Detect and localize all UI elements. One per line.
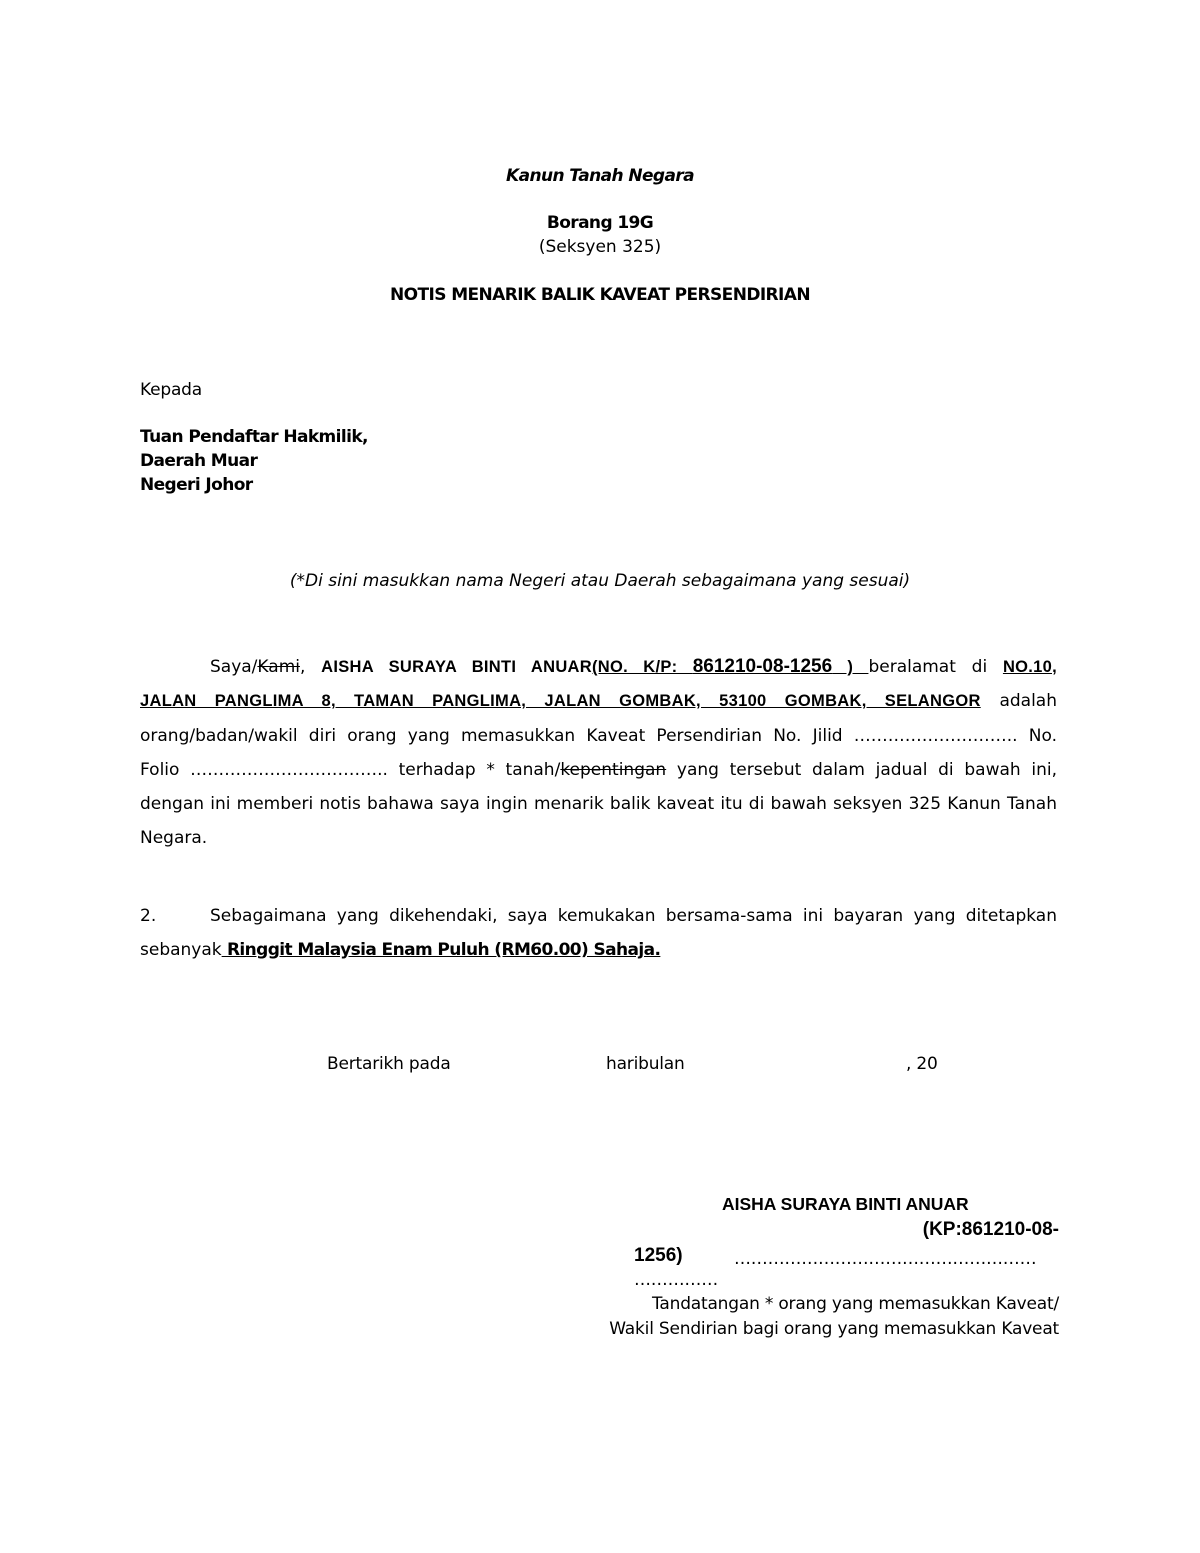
recipient-line-1: Tuan Pendaftar Hakmilik, [140, 427, 368, 447]
recipient-line-3: Negeri Johor [140, 475, 253, 495]
salutation: Kepada [140, 380, 202, 400]
signature-dots-line-1: ……………………………………………… [734, 1249, 1037, 1269]
paragraph-1-line-2 [140, 684, 1057, 718]
ic-open: (NO. K/P: [591, 658, 693, 676]
signatory-name: AISHA SURAYA BINTI ANUAR [722, 1194, 969, 1214]
folio-end: yang tersebut dalam jadual di bawah ini, [666, 759, 1057, 780]
paragraph-2-text: Sebagaimana yang dikehendaki, saya kemukakan bersama-sama ini bayaran yang ditetapkan [210, 906, 1057, 926]
kami-struck-text: Kami [257, 657, 300, 677]
recipient-block [140, 425, 368, 497]
comma-text: , [299, 657, 306, 677]
bertarikh-label: Bertarikh pada [327, 1054, 451, 1074]
year-label: , 20 [906, 1054, 938, 1074]
paragraph-1-line-1 [140, 650, 1057, 684]
notice-title: NOTIS MENARIK BALIK KAVEAT PERSENDIRIAN [390, 285, 810, 305]
paragraph-1-line-3: orang/badan/wakil diri orang yang memasukkan Kaveat Persendirian No. Jilid ……………………….. No. [140, 725, 1057, 746]
paragraph-1-line-6: Negara. [140, 828, 208, 849]
act-title: Kanun Tanah Negara [506, 166, 694, 186]
saya-text: Saya/ [210, 657, 258, 677]
folio-start: Folio …………………………….. terhadap * tanah/ [140, 759, 561, 780]
haribulan-label: haribulan [606, 1054, 685, 1074]
payment-amount: Ringgit Malaysia Enam Puluh (RM60.00) Sahaja. [221, 940, 661, 961]
beralamat-text: beralamat di [868, 657, 988, 677]
paragraph-2 [140, 899, 1057, 968]
paragraph-2-line-1 [140, 899, 1057, 933]
paragraph-1-line-5: dengan ini memberi notis bahawa saya ingin menarik balik kaveat itu di bawah seksyen 325 Kanun Tanah [140, 794, 1057, 815]
section-reference: (Seksyen 325) [538, 237, 662, 257]
address-rest: JALAN PANGLIMA 8, TAMAN PANGLIMA, JALAN GOMBAK, 53100 GOMBAK, SELANGOR [140, 692, 981, 711]
form-name: Borang 19G [546, 213, 654, 233]
ic-close: ) [832, 658, 869, 676]
paragraph-1 [140, 650, 1057, 856]
paragraph-1-line-4 [140, 753, 1057, 787]
kepentingan-struck-text: kepentingan [560, 759, 667, 780]
instruction-note: (*Di sini masukkan nama Negeri atau Daerah sebagaimana yang sesuai) [289, 571, 911, 591]
recipient-line-2: Daerah Muar [140, 451, 258, 471]
signature-dots-line-2: …………… [634, 1270, 719, 1290]
ic-number: 861210-08-1256 [692, 656, 833, 677]
paragraph-2-number: 2. [140, 906, 157, 926]
applicant-name: AISHA SURAYA BINTI ANUAR [321, 658, 592, 676]
paragraph-2-line-2 [140, 933, 1057, 967]
signature-caption-2: Wakil Sendirian bagi orang yang memasukkan Kaveat [609, 1319, 1059, 1339]
adalah-text: adalah [999, 691, 1057, 712]
signature-caption-1: Tandatangan * orang yang memasukkan Kaveat/ [652, 1294, 1059, 1314]
signatory-ic-part-2: 1256) [634, 1245, 683, 1266]
sebanyak-text: sebanyak [140, 940, 222, 961]
address-start: NO.10, [1002, 658, 1058, 676]
signatory-ic-part-1: (KP:861210-08- [922, 1219, 1059, 1240]
